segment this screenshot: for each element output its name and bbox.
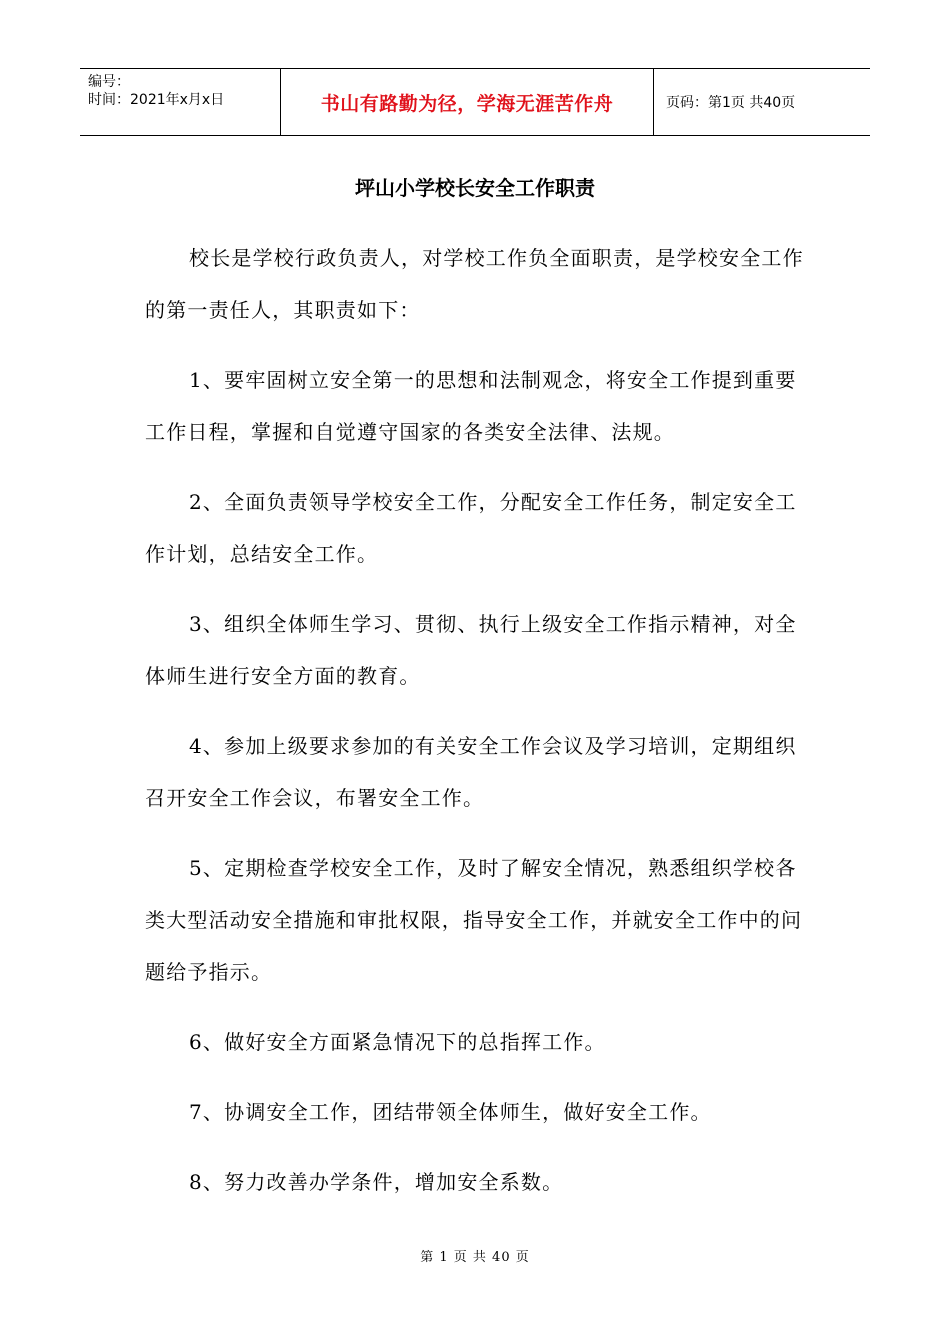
time-label: 时间：2021年x月x日 bbox=[88, 92, 225, 108]
intro-paragraph: 校长是学校行政负责人，对学校工作负全面职责，是学校安全工作的第一责任人，其职责如下： bbox=[145, 246, 804, 322]
page-code: 页码：第1页 共40页 bbox=[666, 95, 796, 111]
document-title: 坪山小学校长安全工作职责 bbox=[355, 176, 595, 200]
duty-item-2: 2、全面负责领导学校安全工作，分配安全工作任务，制定安全工作计划，总结安全工作。 bbox=[145, 490, 797, 566]
duty-item-3: 3、组织全体师生学习、贯彻、执行上级安全工作指示精神，对全体师生进行安全方面的教育。 bbox=[145, 612, 797, 688]
document-body bbox=[145, 232, 805, 1226]
document-header bbox=[80, 68, 870, 136]
duty-item-4: 4、参加上级要求参加的有关安全工作会议及学习培训，定期组织召开安全工作会议，布署安全工作。 bbox=[145, 734, 797, 810]
duty-item-5: 5、定期检查学校安全工作，及时了解安全情况，熟悉组织学校各类大型活动安全措施和审批权限，指导安全工作，并就安全工作中的问题给予指示。 bbox=[145, 856, 803, 984]
header-motto-cell bbox=[281, 69, 654, 135]
header-meta-cell bbox=[80, 69, 281, 135]
duty-item-8: 8、努力改善办学条件，增加安全系数。 bbox=[189, 1170, 564, 1194]
duty-item-7: 7、协调安全工作，团结带领全体师生，做好安全工作。 bbox=[189, 1100, 712, 1124]
duty-item-6: 6、做好安全方面紧急情况下的总指挥工作。 bbox=[189, 1030, 606, 1054]
page-footer: 第 1 页 共 40 页 bbox=[420, 1250, 530, 1265]
motto-text: 书山有路勤为径，学海无涯苦作舟 bbox=[320, 92, 614, 115]
duty-item-1: 1、要牢固树立安全第一的思想和法制观念，将安全工作提到重要工作日程，掌握和自觉遵守国家的各类安全法律、法规。 bbox=[145, 368, 797, 444]
header-page-cell bbox=[654, 69, 870, 135]
number-label: 编号： bbox=[88, 74, 130, 90]
